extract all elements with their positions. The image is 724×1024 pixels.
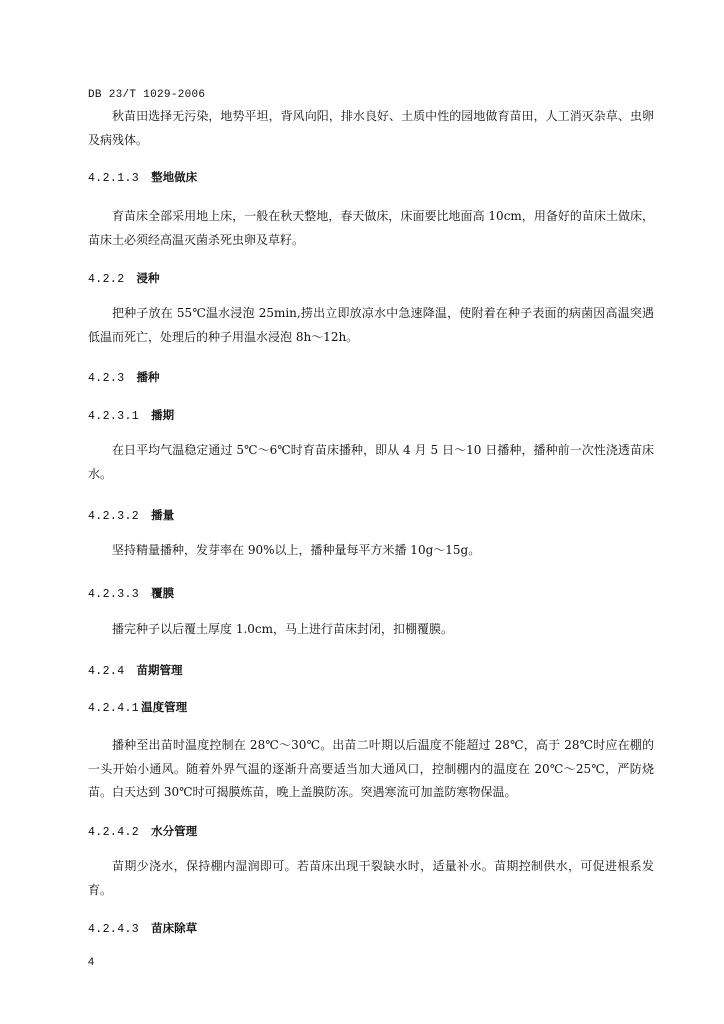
paragraph-sowing-period: 在日平均气温稳定通过 5℃～6℃时育苗床播种，即从 4 月 5 日～10 日播种，播种前一次性浇透苗床水。 [88, 443, 654, 481]
heading-number: 4.2.2 [88, 273, 125, 286]
heading-number: 4.2.3.2 [88, 510, 140, 523]
heading-4-2-3-2 [88, 507, 174, 523]
paragraph-film-covering: 播完种子以后覆土厚度 1.0cm，马上进行苗床封闭，扣棚覆膜。 [112, 622, 454, 636]
heading-title: 覆膜 [151, 586, 175, 600]
heading-title: 水分管理 [151, 824, 198, 838]
heading-4-2-3-3 [88, 585, 174, 601]
heading-title: 苗床除草 [151, 921, 198, 935]
heading-4-2-3-1 [88, 407, 174, 423]
paragraph-sowing-rate: 坚持精量播种，发芽率在 90%以上，播种量每平方米播 10g～15g。 [112, 543, 481, 557]
heading-number: 4.2.3 [88, 372, 125, 385]
heading-number: 4.2.3.3 [88, 588, 140, 601]
heading-number: 4.2.4.3 [88, 923, 140, 936]
heading-4-2-4-1 [88, 699, 187, 715]
paragraph-seed-soaking: 把种子放在 55℃温水浸泡 25min,捞出立即放凉水中急速降温，使附着在种子表面的病菌因高温突遇低温而死亡，处理后的种子用温水浸泡 8h～12h。 [88, 306, 654, 344]
heading-number: 4.2.4.1 [88, 702, 140, 715]
heading-4-2-4-2 [88, 823, 197, 839]
heading-number: 4.2.3.1 [88, 410, 140, 423]
page-number: 4 [88, 956, 95, 968]
paragraph-bed-preparation: 育苗床全部采用地上床，一般在秋天整地，春天做床，床面要比地面高 10cm，用备好的苗床土做床，苗床土必须经高温灭菌杀死虫卵及草籽。 [88, 209, 654, 247]
heading-title: 温度管理 [141, 700, 188, 714]
standard-code: DB 23/T 1029-2006 [88, 89, 206, 101]
heading-title: 播量 [151, 508, 175, 522]
heading-title: 播期 [151, 408, 175, 422]
heading-number: 4.2.4.2 [88, 826, 140, 839]
paragraph-temperature-management: 播种至出苗时温度控制在 28℃～30℃。出苗二叶期以后温度不能超过 28℃，高于 28℃时应在棚的一头开始小通风。随着外界气温的逐渐升高要适当加大通风口，控制棚内的温度在 20℃～25℃，严防烧苗。白天达到 30℃时可揭膜炼苗，晚上盖膜防冻。突遇寒流可加盖防寒物保温。 [88, 738, 654, 799]
heading-4-2-4 [88, 662, 183, 678]
heading-4-2-3 [88, 369, 160, 385]
heading-4-2-4-3 [88, 920, 197, 936]
heading-number: 4.2.1.3 [88, 172, 140, 185]
paragraph-seedbed-selection: 秋苗田选择无污染，地势平坦，背风向阳，排水良好、土质中性的园地做育苗田，人工消灭杂草、虫卵及病残体。 [88, 109, 654, 147]
heading-title: 整地做床 [151, 170, 198, 184]
heading-4-2-1-3 [88, 169, 197, 185]
paragraph-water-management: 苗期少浇水，保持棚内湿润即可。若苗床出现干裂缺水时，适量补水。苗期控制供水，可促进根系发育。 [88, 859, 654, 897]
heading-4-2-2 [88, 270, 160, 286]
heading-title: 苗期管理 [136, 663, 183, 677]
heading-title: 浸种 [136, 271, 160, 285]
heading-number: 4.2.4 [88, 665, 125, 678]
heading-title: 播种 [136, 370, 160, 384]
